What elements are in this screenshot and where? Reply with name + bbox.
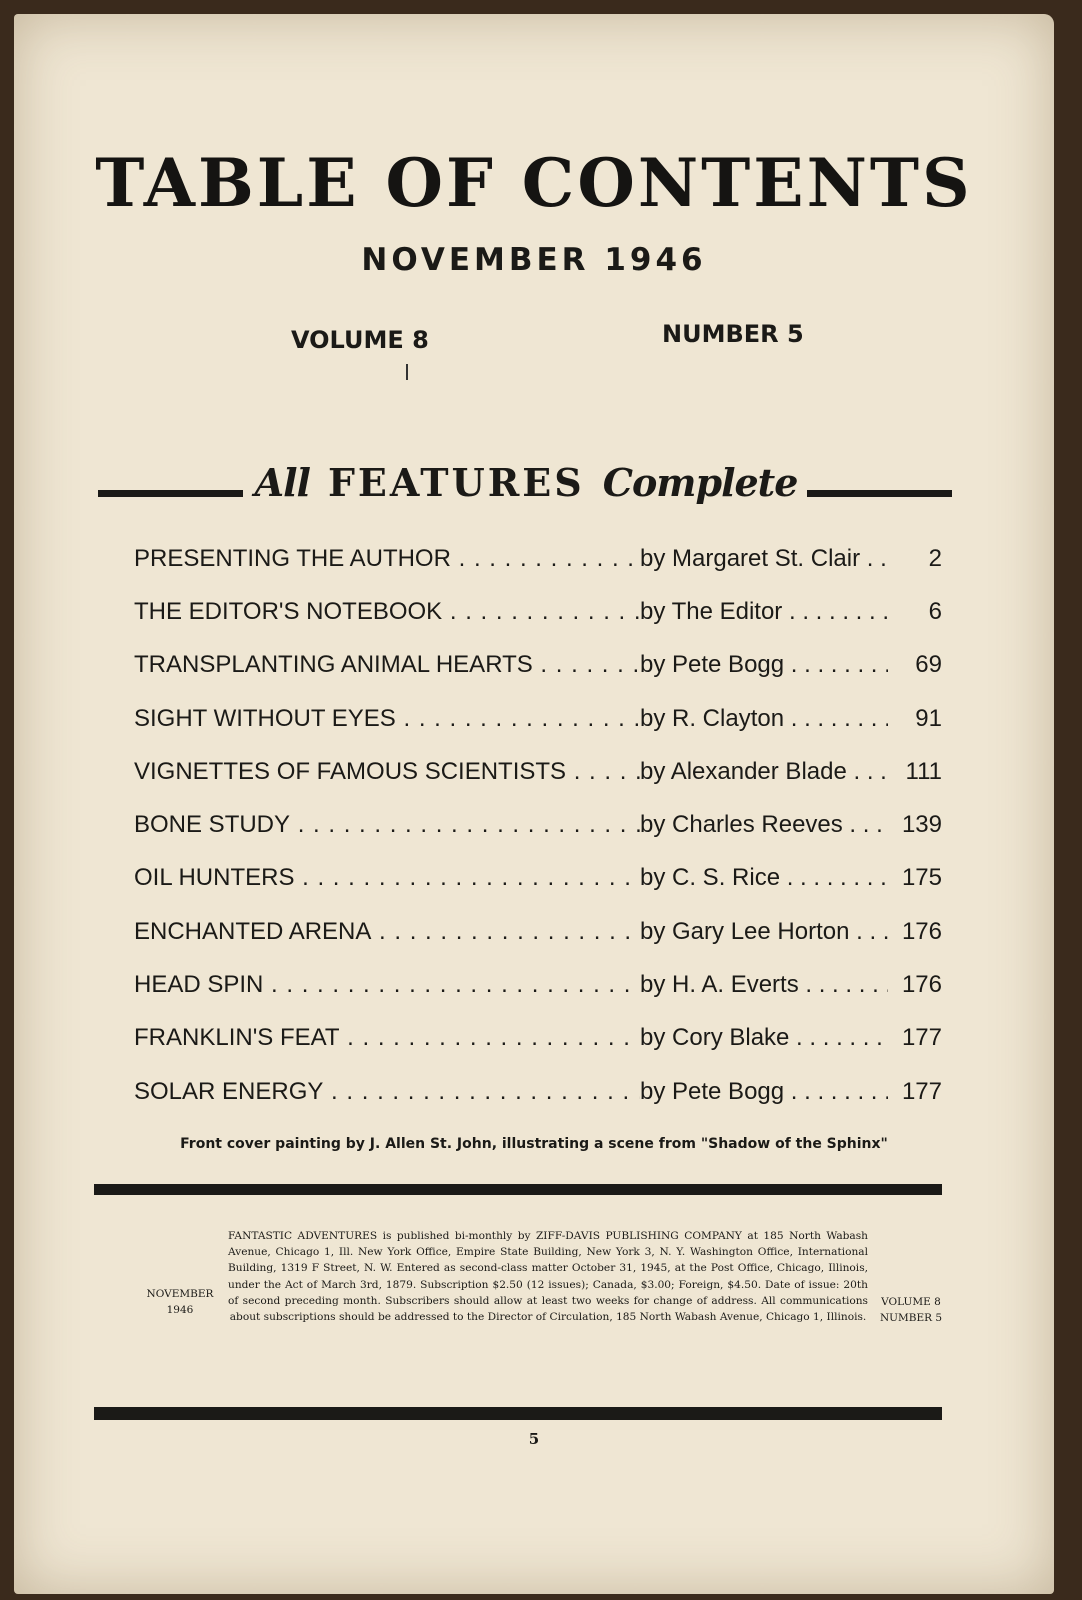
features-banner bbox=[98, 452, 952, 512]
toc-page: 176 bbox=[901, 971, 942, 999]
toc-title: BONE STUDY . . . bbox=[134, 811, 640, 839]
toc-author: by Pete Bogg . . . bbox=[640, 651, 888, 679]
cover-credit: Front cover painting by J. Allen St. John, illustrating a scene from "Shadow of the Sphinx" bbox=[180, 1136, 888, 1152]
issue-date: NOVEMBER 1946 bbox=[361, 242, 707, 278]
toc-row[interactable] bbox=[134, 958, 958, 1011]
page-title: TABLE OF CONTENTS bbox=[95, 144, 973, 222]
toc-page: 177 bbox=[901, 1077, 942, 1105]
toc-title: TRANSPLANTING ANIMAL HEARTS . . . bbox=[134, 651, 640, 679]
toc-page: 6 bbox=[928, 597, 942, 625]
toc-title: PRESENTING THE AUTHOR . . . bbox=[134, 545, 640, 573]
page-number: 5 bbox=[528, 1430, 540, 1448]
toc-title: HEAD SPIN . . . bbox=[134, 971, 640, 999]
toc-page: 175 bbox=[901, 864, 942, 892]
volume-label: VOLUME 8 bbox=[291, 326, 429, 354]
print-mark bbox=[406, 364, 408, 380]
toc-author: by C. S. Rice . . . bbox=[640, 864, 888, 892]
toc-author: by The Editor . . . bbox=[640, 598, 888, 626]
publisher-imprint: FANTASTIC ADVENTURES is published bi-monthly by ZIFF-DAVIS PUBLISHING COMPANY at 185 North Wabash Avenue, Chicago 1, Ill. New York Office, Empire State Building, New York 3, N. Y. Washington Office, International Building, 1319 F Street, N. W. Entered as second-class matter October 31, 1945, at the Post Office, Chicago, Illinois, under the Act of March 3rd, 1879. Subscription $2.50 (12 issues); Canada, $3.00; Foreign, $4.50. Date of issue: 20th of second preceding month. Subscribers should allow at least two weeks for change of address. All communications about subscriptions should be addressed to the Director of Circulation, 185 North Wabash Avenue, Chicago 1, Illinois. bbox=[228, 1230, 868, 1324]
toc-author: by Margaret St. Clair . . . bbox=[640, 545, 888, 573]
toc-author: by Gary Lee Horton . . . bbox=[640, 918, 888, 946]
banner-rule-left bbox=[98, 490, 243, 497]
toc-row[interactable] bbox=[134, 1012, 958, 1065]
toc-title: SIGHT WITHOUT EYES . . . bbox=[134, 705, 640, 733]
toc-page: 91 bbox=[915, 704, 942, 732]
banner-caps: FEATURES bbox=[327, 459, 585, 505]
toc-title: FRANKLIN'S FEAT . . . bbox=[134, 1024, 640, 1052]
toc-title: VIGNETTES OF FAMOUS SCIENTISTS . . . bbox=[134, 758, 640, 786]
toc-list bbox=[134, 532, 958, 1118]
toc-row[interactable] bbox=[134, 585, 958, 638]
toc-title: THE EDITOR'S NOTEBOOK . . . bbox=[134, 598, 640, 626]
toc-author: by R. Clayton . . . bbox=[640, 705, 888, 733]
imprint-volume: VOLUME 8 bbox=[881, 1296, 941, 1308]
imprint-side-right bbox=[866, 1294, 956, 1326]
banner-script-right: Complete bbox=[602, 459, 798, 505]
toc-author: by Pete Bogg . . . bbox=[640, 1078, 888, 1106]
number-label: NUMBER 5 bbox=[662, 320, 804, 348]
toc-author: by Cory Blake . . . bbox=[640, 1024, 888, 1052]
toc-row[interactable] bbox=[134, 639, 958, 692]
banner-script-left: All bbox=[254, 459, 310, 505]
toc-page: 2 bbox=[928, 544, 942, 572]
imprint-side-left bbox=[132, 1286, 228, 1318]
toc-page: 177 bbox=[901, 1024, 942, 1052]
toc-page: 139 bbox=[901, 811, 942, 839]
toc-title: OIL HUNTERS . . . bbox=[134, 864, 640, 892]
divider-top bbox=[94, 1184, 942, 1195]
toc-author: by H. A. Everts . . . bbox=[640, 971, 888, 999]
toc-row[interactable] bbox=[134, 905, 958, 958]
imprint-month: NOVEMBER bbox=[146, 1288, 214, 1300]
toc-page: 176 bbox=[901, 917, 942, 945]
toc-row[interactable] bbox=[134, 852, 958, 905]
toc-author: by Alexander Blade . . . bbox=[640, 758, 888, 786]
toc-title: ENCHANTED ARENA . . . bbox=[134, 918, 640, 946]
magazine-page bbox=[14, 14, 1054, 1594]
toc-row[interactable] bbox=[134, 692, 958, 745]
toc-row[interactable] bbox=[134, 532, 958, 585]
toc-row[interactable] bbox=[134, 798, 958, 851]
toc-page: 111 bbox=[905, 757, 942, 785]
toc-page: 69 bbox=[915, 651, 942, 679]
toc-title: SOLAR ENERGY . . . bbox=[134, 1078, 640, 1106]
toc-author: by Charles Reeves . . . bbox=[640, 811, 888, 839]
banner-rule-right bbox=[807, 490, 952, 497]
divider-bottom bbox=[94, 1407, 942, 1420]
toc-row[interactable] bbox=[134, 745, 958, 798]
toc-row[interactable] bbox=[134, 1065, 958, 1118]
imprint-number: NUMBER 5 bbox=[879, 1312, 943, 1324]
imprint-year: 1946 bbox=[166, 1304, 194, 1316]
